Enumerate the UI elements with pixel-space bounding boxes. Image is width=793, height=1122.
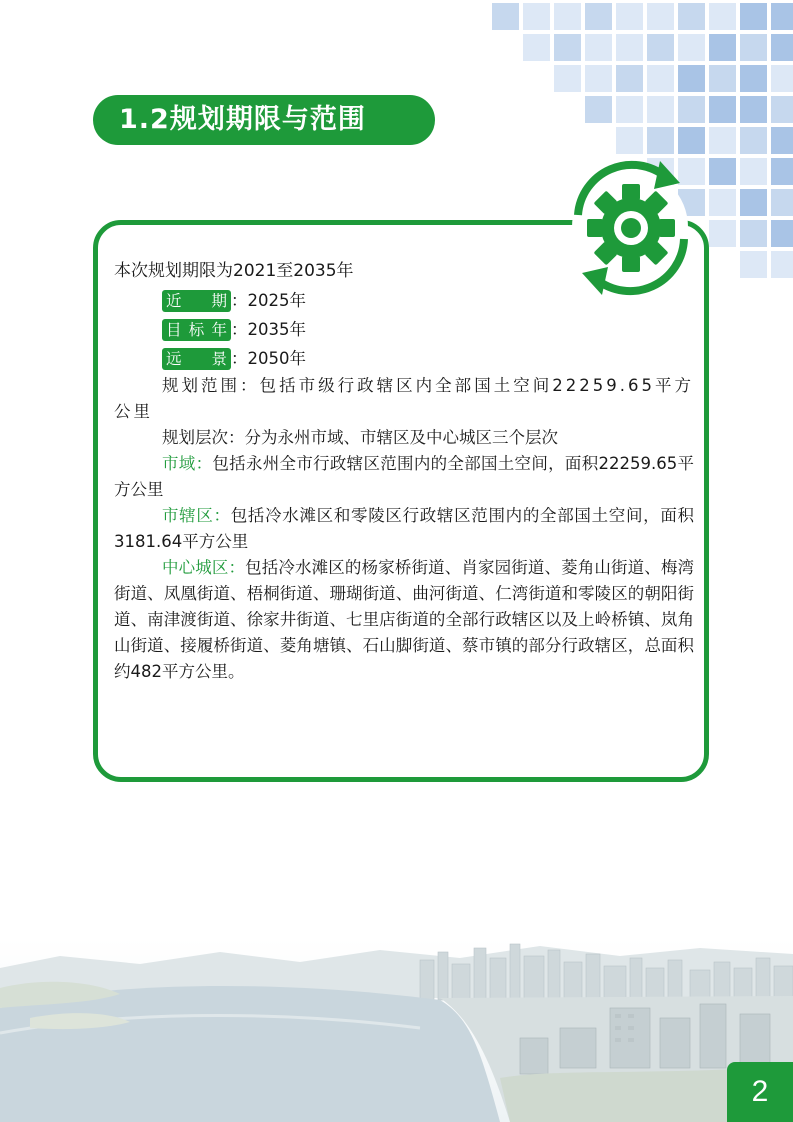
decorative-tile (616, 34, 643, 61)
decorative-tile (647, 34, 674, 61)
period-colon: ： (231, 290, 248, 310)
district-paragraph (114, 503, 694, 555)
decorative-tile (647, 65, 674, 92)
decorative-tile (771, 189, 793, 216)
period-value: 2050年 (247, 348, 306, 368)
period-colon: ： (231, 348, 248, 368)
section-title-pill (93, 95, 435, 145)
decorative-tile (771, 220, 793, 247)
central-city-label: 中心城区： (162, 558, 246, 577)
decorative-tile (523, 3, 550, 30)
decorative-tile (523, 34, 550, 61)
period-tag: 近期 (162, 290, 231, 312)
decorative-tile (740, 127, 767, 154)
decorative-tile (678, 3, 705, 30)
decorative-tile (492, 3, 519, 30)
decorative-tile (709, 96, 736, 123)
decorative-tile (740, 34, 767, 61)
decorative-tile (771, 158, 793, 185)
decorative-tile (709, 158, 736, 185)
period-value: 2035年 (247, 319, 306, 339)
decorative-tile (740, 158, 767, 185)
decorative-tile (709, 189, 736, 216)
decorative-tile (678, 34, 705, 61)
decorative-tile (709, 127, 736, 154)
decorative-tile (771, 96, 793, 123)
decorative-tile (554, 3, 581, 30)
city-panorama-illustration (0, 938, 793, 1122)
central-city-paragraph (114, 555, 694, 685)
period-tag: 目标年 (162, 319, 231, 341)
decorative-tile (740, 3, 767, 30)
decorative-tile (616, 65, 643, 92)
decorative-tile (678, 65, 705, 92)
decorative-tile (647, 3, 674, 30)
content-text (114, 258, 694, 685)
section-title: 1.2规划期限与范围 (119, 104, 366, 135)
decorative-tile (585, 65, 612, 92)
decorative-tile (740, 251, 767, 278)
decorative-tile (740, 220, 767, 247)
period-tag: 远景 (162, 348, 231, 370)
decorative-tile (771, 65, 793, 92)
city-area-paragraph (114, 451, 694, 503)
decorative-tile (740, 65, 767, 92)
decorative-tile (678, 96, 705, 123)
decorative-tile (585, 3, 612, 30)
central-city-text: 包括冷水滩区的杨家桥街道、肖家园街道、菱角山街道、梅湾街道、凤凰街道、梧桐街道、珊瑚街道、曲河街道、仁湾街道和零陵区的朝阳街道、南津渡街道、徐家井街道、七里店街道的全部行政辖区以及上岭桥镇、岚角山街道、接履桥街道、菱角塘镇、石山脚街道、蔡市镇的部分行政辖区，总面积约482平方公里。 (114, 558, 695, 681)
decorative-tile (585, 96, 612, 123)
period-colon: ： (231, 319, 248, 339)
district-label: 市辖区： (162, 506, 231, 525)
decorative-tile (616, 127, 643, 154)
decorative-tile (771, 127, 793, 154)
decorative-tile (647, 127, 674, 154)
decorative-tile (616, 96, 643, 123)
decorative-tile (616, 3, 643, 30)
period-value: 2025年 (247, 290, 306, 310)
decorative-tile (709, 220, 736, 247)
decorative-tile (554, 65, 581, 92)
period-row (114, 344, 694, 373)
decorative-tile (585, 34, 612, 61)
decorative-tile (678, 127, 705, 154)
period-row (114, 286, 694, 315)
district-text: 包括冷水滩区和零陵区行政辖区范围内的全部国土空间，面积3181.64平方公里 (114, 506, 695, 551)
decorative-tile (771, 34, 793, 61)
decorative-tile (709, 65, 736, 92)
planning-period-intro: 本次规划期限为2021至2035年 (114, 261, 354, 281)
planning-levels: 规划层次：分为永州市域、市辖区及中心城区三个层次 (162, 428, 558, 447)
decorative-tile (771, 251, 793, 278)
decorative-tile (771, 3, 793, 30)
planning-scope: 规划范围：包括市级行政辖区内全部国土空间22259.65平方公里 (114, 376, 694, 421)
decorative-tile (740, 189, 767, 216)
decorative-tile (740, 96, 767, 123)
decorative-tile (647, 96, 674, 123)
page-number: 2 (727, 1062, 793, 1122)
decorative-tile (554, 34, 581, 61)
city-area-label: 市域： (162, 454, 213, 473)
city-area-text: 包括永州全市行政辖区范围内的全部国土空间，面积22259.65平方公里 (114, 454, 695, 499)
decorative-tile (709, 34, 736, 61)
decorative-tile (709, 3, 736, 30)
period-row (114, 315, 694, 344)
